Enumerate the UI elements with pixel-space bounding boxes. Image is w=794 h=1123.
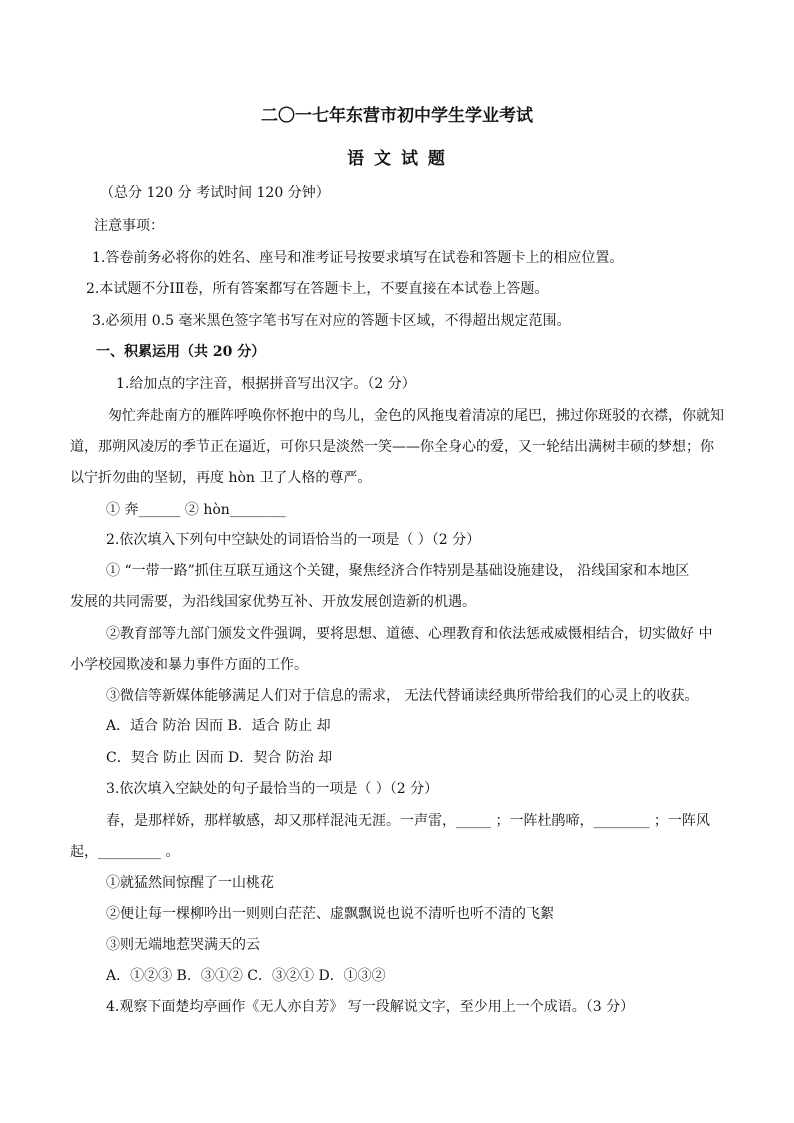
options-row: C．契合 防止 因而 D．契合 防治 却 (106, 750, 333, 766)
passage-line: 起，_________ 。 (70, 844, 180, 860)
question-sentence: ③微信等新媒体能够满足人们对于信息的需求， 无法代替诵读经典所带给我们的心灵上的收获。 (106, 688, 699, 704)
options-row: A．①②③ B．③①② C．③②① D．①③② (106, 968, 386, 984)
sentence-line: 发展的共同需要，为沿线国家优势互补、开放发展创造新的机遇。 (70, 594, 476, 610)
question-stem: 2.依次填入下列句中空缺处的词语恰当的一项是（ ）（2 分） (106, 532, 481, 548)
question-passage (70, 401, 722, 494)
question-sentence (70, 556, 722, 618)
choice-clause: ③则无端地惹哭满天的云 (106, 937, 260, 953)
notice-title: 注意事项： (94, 218, 164, 234)
sentence-line: ① “一带一路”抓住互联互通这个关键，聚焦经济合作特别是基础设施建设， 沿线国家和本地区 (106, 563, 690, 579)
question-passage (70, 806, 722, 868)
passage-line: 春，是那样娇，那样敏感，却又那样混沌无涯。一声雷，_____ ；一阵杜鹃啼，________ ；一阵风 (106, 813, 710, 829)
choice-clause: ②便让每一棵柳吟出一则则白茫茫、虚飘飘说也说不清听也听不清的飞絮 (106, 906, 554, 922)
notice-item: 2.本试题不分ⅠⅡ卷，所有答案都写在答题卡上，不要直接在本试卷上答题。 (86, 281, 549, 297)
question-stem: 1.给加点的字注音，根据拼音写出汉字。（2 分） (116, 376, 416, 392)
sentence-line: ②教育部等九部门颁发文件强调，要将思想、道德、心理教育和依法惩戒威慑相结合，切实做好 中 (106, 626, 713, 642)
question-sentence (70, 619, 722, 681)
sentence-line: 小学校园欺凌和暴力事件方面的工作。 (70, 657, 308, 673)
passage-line: 道，那朔风凌厉的季节正在逼近，可你只是淡然一笑——你全身心的爱，又一轮结出满树丰硕的梦想；你 (70, 439, 714, 455)
options-row: A．适合 防治 因而 B．适合 防止 却 (106, 718, 331, 734)
section-heading: 一、积累运用（共 20 分） (96, 344, 266, 360)
notice-item: 3.必须用 0.5 毫米黑色签字笔书写在对应的答题卡区域，不得超出规定范围。 (92, 313, 571, 329)
question-stem: 4.观察下面楚均亭画作《无人亦自芳》 写一段解说文字，至少用上一个成语。（3 分） (106, 999, 635, 1015)
page-title: 二〇一七年东营市初中学生学业考试 (261, 106, 533, 126)
answer-blanks: ① 奔______ ② hòn________ (106, 502, 286, 518)
passage-line: 匆忙奔赴南方的雁阵呼唤你怀抱中的鸟儿，金色的风拖曳着清凉的尾巴，拂过你斑驳的衣襟，你就知 (108, 408, 724, 424)
exam-meta: （总分 120 分 考试时间 120 分钟） (100, 185, 330, 201)
notice-item: 1.答卷前务必将你的姓名、座号和准考证号按要求填写在试卷和答题卡上的相应位置。 (92, 250, 624, 266)
passage-line: 以宁折勿曲的坚韧，再度 hòn 卫了人格的尊严。 (70, 470, 372, 486)
question-stem: 3.依次填入空缺处的句子最恰当的一项是（ ）（2 分） (106, 781, 439, 797)
page-subtitle: 语 文 试 题 (347, 149, 447, 169)
choice-clause: ①就猛然间惊醒了一山桃花 (106, 875, 274, 891)
